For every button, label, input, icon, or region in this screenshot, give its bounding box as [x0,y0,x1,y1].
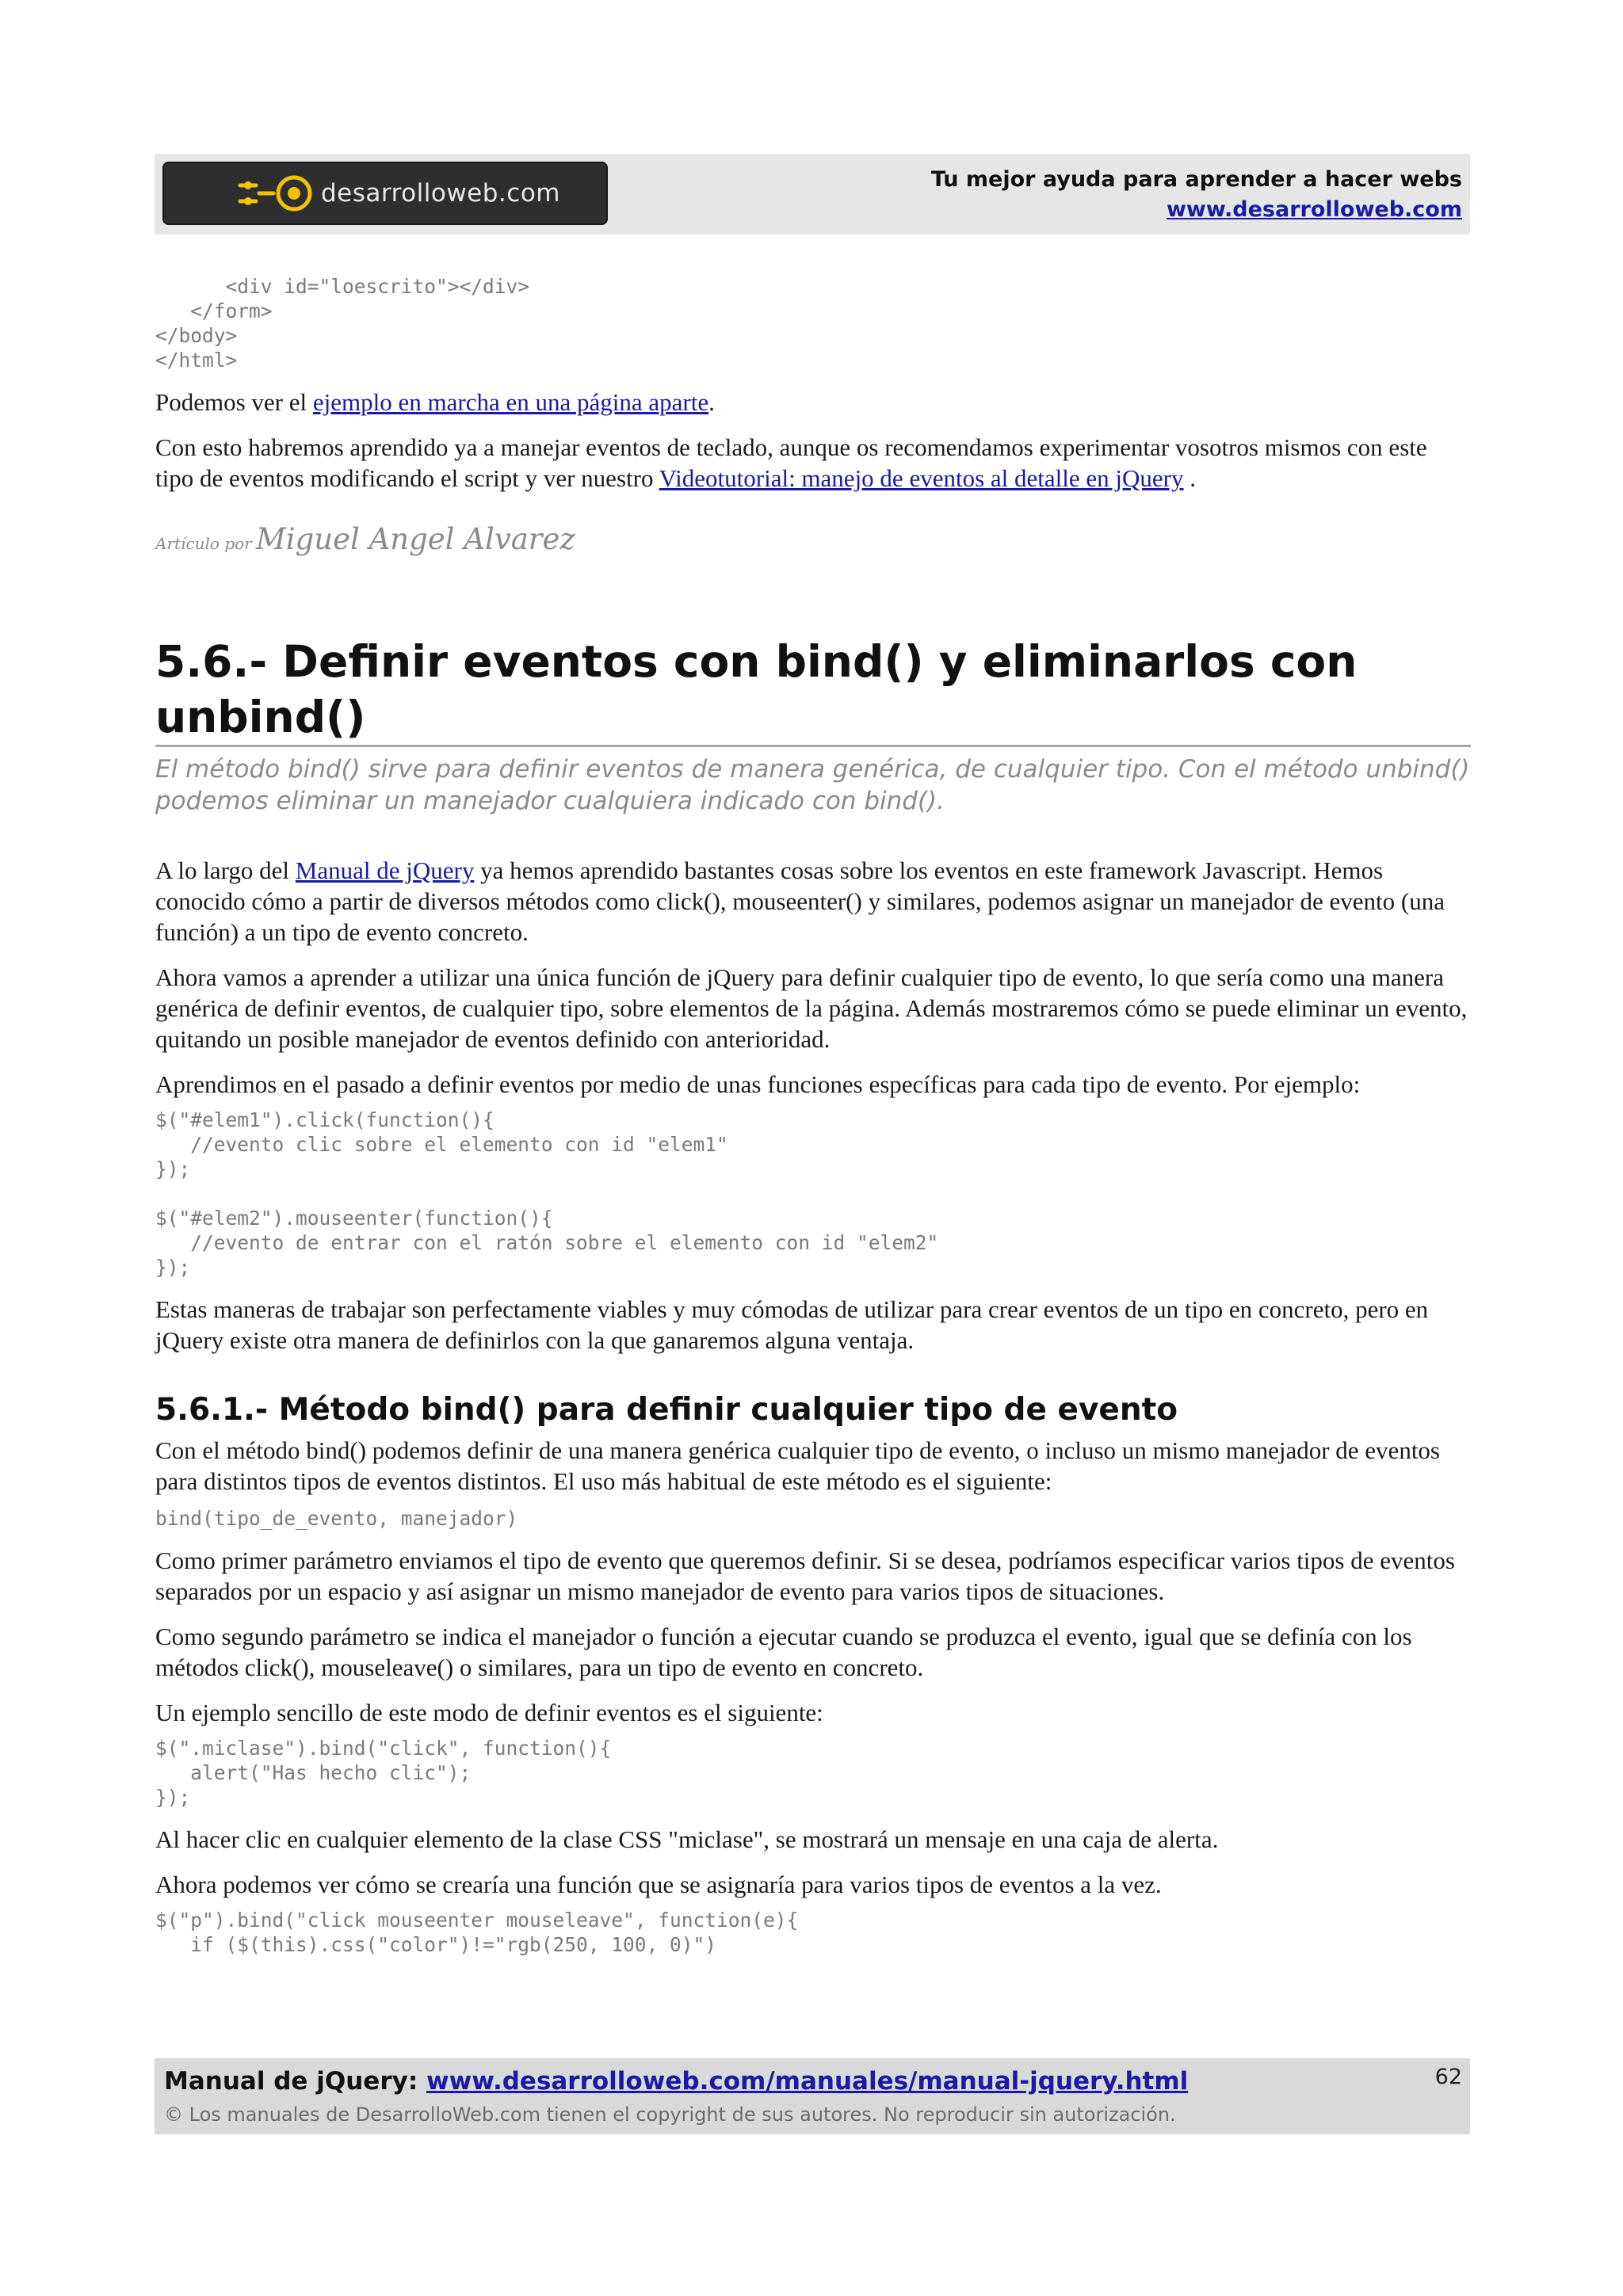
example-page-link[interactable]: ejemplo en marcha en una página aparte [312,388,709,416]
header-site-link[interactable]: www.desarrolloweb.com [1166,197,1462,222]
paragraph-second-parameter: Como segundo parámetro se indica el manejador o función a ejecutar cuando se produzca el evento, igual que se definía con los métodos click(), mouseleave() o similares, para un tipo de evento en concreto. [155,1623,1412,1681]
paragraph-miclase-result: Al hacer clic en cualquier elemento de la clase CSS "miclase", se mostrará un mensaje en una caja de alerta. [155,1825,1219,1853]
page-number: 62 [1434,2065,1462,2089]
page-header [155,154,1470,235]
site-logo[interactable] [162,162,608,225]
article-content [155,274,1471,1957]
code-block-mouseenter: $("#elem2").mouseenter(function(){ //evento de entrar con el ratón sobre el elemento con id "elem2" }); [155,1207,939,1279]
page-footer [155,2058,1470,2134]
code-block-html-end: <div id="loescrito"></div> </form> </body> </html> [155,275,530,372]
code-block-bind-signature: bind(tipo_de_evento, manejador) [155,1507,518,1530]
paragraph-specific-functions: Aprendimos en el pasado a definir eventos por medio de unas funciones específicas para cada tipo de evento. Por ejemplo: [155,1070,1361,1098]
paragraph-bind-method: Con el método bind() podemos definir de una manera genérica cualquier tipo de evento, o incluso un mismo manejador de eventos para distintos tipos de eventos distintos. El uso más habitual de este método es el siguiente: [155,1436,1440,1495]
paragraph-simple-example: Un ejemplo sencillo de este modo de definir eventos es el siguiente: [155,1699,823,1726]
manual-jquery-link[interactable]: Manual de jQuery [295,856,475,884]
header-tagline: Tu mejor ayuda para aprender a hacer webs [930,167,1462,192]
paragraph-multiple-events: Ahora podemos ver cómo se crearía una función que se asignaría para varios tipos de eventos a la vez. [155,1871,1162,1898]
header-tagline-block [931,165,1462,225]
footer-title [164,2065,1188,2098]
paragraph-example-link: Podemos ver el ejemplo en marcha en una página aparte. [155,388,715,416]
footer-copyright: © Los manuales de DesarrolloWeb.com tienen el copyright de sus autores. No reproducir sin autorización. [164,2103,1176,2126]
author-name: Miguel Angel Alvarez [255,522,575,556]
footer-manual-label: Manual de jQuery: [164,2067,418,2096]
paragraph-first-parameter: Como primer parámetro enviamos el tipo de evento que queremos definir. Si se desea, podríamos especificar varios tipos de eventos separados por un espacio y así asignar un mismo manejador de evento para varios tipos de situaciones. [155,1547,1455,1605]
paragraph-manual-intro: A lo largo del Manual de jQuery ya hemos aprendido bastantes cosas sobre los eventos en este framework Javascript. Hemos conocido cómo a partir de diversos métodos como click(), mouseenter() y similares, podemos asignar un manejador de evento (una función) a un tipo de evento concreto. [155,856,1445,946]
code-block-miclase: $(".miclase").bind("click", function(){ alert("Has hecho clic"); }); [155,1737,612,1809]
subsection-title: 5.6.1.- Método bind() para definir cualquier tipo de evento [155,1392,1178,1428]
article-author [155,522,1471,556]
footer-manual-link[interactable]: www.desarrolloweb.com/manuales/manual-jquery.html [426,2067,1189,2096]
code-block-click: $("#elem1").click(function(){ //evento clic sobre el elemento con id "elem1" }); [155,1108,728,1180]
paragraph-generic-function: Ahora vamos a aprender a utilizar una única función de jQuery para definir cualquier tipo de evento, lo que sería como una manera genérica de definir eventos, de cualquier tipo, sobre elementos de la página. Además mostraremos cómo se puede eliminar un evento, quitando un posible manejador de eventos definido con anterioridad. [155,963,1468,1053]
paragraph-ways-of-working: Estas maneras de trabajar son perfectamente viables y muy cómodas de utilizar para crear eventos de un tipo en concreto, pero en jQuery existe otra manera de definirlos con la que ganaremos alguna ventaja. [155,1295,1429,1354]
author-by-label: Artículo por [155,534,252,553]
logo-text: desarrolloweb.com [321,179,560,208]
logo-mark-icon [235,173,323,214]
paragraph-keyboard-events: Con esto habremos aprendido ya a manejar eventos de teclado, aunque os recomendamos experimentar vosotros mismos con este tipo de eventos modificando el script y ver nuestro Videotutorial: manejo de eventos al detalle en jQuery . [155,433,1427,492]
section-title: 5.6.- Definir eventos con bind() y eliminarlos con unbind() [155,634,1471,747]
section-summary: El método bind() sirve para definir eventos de manera genérica, de cualquier tipo. Con el método unbind() podemos eliminar un manejador cualquiera indicado con bind(). [155,755,1470,815]
code-block-multiple-events: $("p").bind("click mouseenter mouseleave", function(e){ if ($(this).css("color")!="rgb(250, 100, 0)") [155,1909,799,1956]
videotutorial-link[interactable]: Videotutorial: manejo de eventos al detalle en jQuery [659,464,1184,492]
